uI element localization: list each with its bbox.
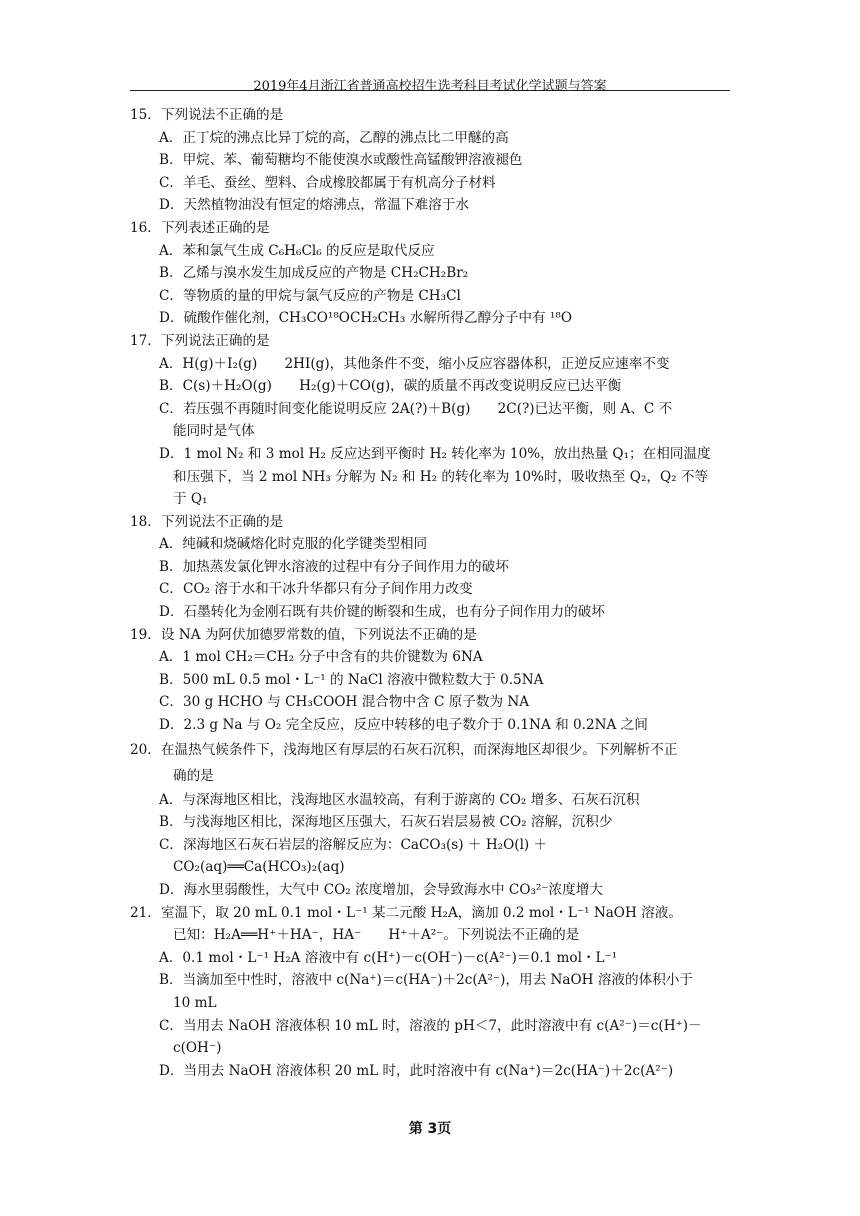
question-option: C．当用去 NaOH 溶液体积 10 mL 时，溶液的 pH＜7，此时溶液中有 c(A²⁻)＝c(H⁺)－ bbox=[159, 1017, 702, 1034]
question-option: D．石墨转化为金刚石既有共价键的断裂和生成，也有分子间作用力的破坏 bbox=[159, 604, 605, 621]
question-option: D．海水里弱酸性，大气中 CO₂ 浓度增加，会导致海水中 CO₃²⁻浓度增大 bbox=[159, 882, 603, 898]
question-option: D．1 mol N₂ 和 3 mol H₂ 反应达到平衡时 H₂ 转化率为 10%，放出热量 Q₁；在相同温度 bbox=[159, 445, 711, 462]
question-option: A．1 mol CH₂＝CH₂ 分子中含有的共价键数为 6NA bbox=[159, 649, 483, 666]
page-number: 第 3页 bbox=[408, 1121, 452, 1137]
question-option: D．当用去 NaOH 溶液体积 20 mL 时，此时溶液中有 c(Na⁺)＝2c(HA⁻)＋2c(A²⁻) bbox=[159, 1062, 674, 1079]
question-stem: 16．下列表述正确的是 bbox=[130, 219, 270, 236]
question-stem: 20．在温热气候条件下，浅海地区有厚层的石灰石沉积，而深海地区却很少。下列解析不正 bbox=[130, 741, 678, 758]
page-header bbox=[130, 50, 730, 94]
option-continuation: 确的是 bbox=[173, 767, 214, 784]
question-option: C．CO₂ 溶于水和干冰升华都只有分子间作用力改变 bbox=[159, 581, 473, 598]
option-continuation: 和压强下，当 2 mol NH₃ 分解为 N₂ 和 H₂ 的转化率为 10%时，吸收热至 Q₂，Q₂ 不等 bbox=[173, 468, 709, 485]
question-stem: 19．设 NA 为阿伏加德罗常数的值，下列说法不正确的是 bbox=[130, 626, 477, 643]
question-option: D．硫酸作催化剂，CH₃CO¹⁸OCH₂CH₃ 水解所得乙醇分子中有 ¹⁸O bbox=[159, 310, 572, 327]
question-option: A．0.1 mol・L⁻¹ H₂A 溶液中有 c(H⁺)－c(OH⁻)－c(A²⁻)＝0.1 mol・L⁻¹ bbox=[159, 949, 618, 966]
question-option: A．苯和氯气生成 C₆H₆Cl₆ 的反应是取代反应 bbox=[159, 242, 435, 259]
question-option: B．500 mL 0.5 mol・L⁻¹ 的 NaCl 溶液中微粒数大于 0.5NA bbox=[159, 671, 544, 688]
question-option: B．乙烯与溴水发生加成反应的产物是 CH₂CH₂Br₂ bbox=[159, 265, 469, 282]
question-option: C．羊毛、蚕丝、塑料、合成橡胶都属于有机高分子材料 bbox=[159, 174, 496, 191]
option-continuation: 能同时是气体 bbox=[173, 423, 255, 440]
question-option: D．2.3 g Na 与 O₂ 完全反应，反应中转移的电子数介于 0.1NA 和 0.2NA 之间 bbox=[159, 717, 648, 734]
question-option: A．与深海地区相比，浅海地区水温较高，有利于游离的 CO₂ 增多、石灰石沉积 bbox=[159, 791, 640, 808]
option-continuation: CO₂(aq)══Ca(HCO₃)₂(aq) bbox=[173, 859, 345, 876]
question-option: B．C(s)＋H₂O(g) H₂(g)＋CO(g)，碳的质量不再改变说明反应已达平衡 bbox=[159, 378, 622, 395]
question-option: B．与浅海地区相比，深海地区压强大，石灰石岩层易被 CO₂ 溶解，沉积少 bbox=[159, 814, 613, 831]
question-option: C．等物质的量的甲烷与氯气反应的产物是 CH₃Cl bbox=[159, 287, 461, 304]
question-stem: 18．下列说法不正确的是 bbox=[130, 513, 284, 530]
option-continuation: 10 mL bbox=[173, 994, 217, 1011]
question-option: C．30 g HCHO 与 CH₃COOH 混合物中含 C 原子数为 NA bbox=[159, 694, 530, 711]
header-title: 2019年4月浙江省普通高校招生选考科目考试化学试题与答案 bbox=[253, 79, 607, 94]
question-option: C．若压强不再随时间变化能说明反应 2A(?)＋B(g) 2C(?)已达平衡，则 A、C 不 bbox=[159, 400, 673, 417]
question-stem: 17．下列说法正确的是 bbox=[130, 332, 270, 349]
question-option: B．当滴加至中性时，溶液中 c(Na⁺)＝c(HA⁻)＋2c(A²⁻)，用去 NaOH 溶液的体积小于 bbox=[159, 972, 693, 989]
question-option: C．深海地区石灰石岩层的溶解反应为：CaCO₃(s) ＋ H₂O(l) ＋ bbox=[159, 836, 548, 853]
question-option: D．天然植物油没有恒定的熔沸点，常温下难溶于水 bbox=[159, 197, 469, 214]
question-stem: 15．下列说法不正确的是 bbox=[130, 107, 284, 123]
question-option: B．加热蒸发氯化钾水溶液的过程中有分子间作用力的破坏 bbox=[159, 558, 509, 575]
option-continuation: 于 Q₁ bbox=[173, 491, 208, 508]
question-option: B．甲烷、苯、葡萄糖均不能使溴水或酸性高锰酸钾溶液褪色 bbox=[159, 152, 523, 169]
question-option: A．正丁烷的沸点比异丁烷的高，乙醇的沸点比二甲醚的高 bbox=[159, 129, 509, 146]
question-content bbox=[130, 104, 730, 1082]
question-option: A．H(g)＋I₂(g) 2HI(g)，其他条件不变，缩小反应容器体积，正逆反应速率不变 bbox=[159, 355, 670, 372]
option-continuation: 已知：H₂A══H⁺＋HA⁻，HA⁻ H⁺＋A²⁻。下列说法不正确的是 bbox=[173, 927, 580, 944]
question-stem: 21．室温下，取 20 mL 0.1 mol・L⁻¹ 某二元酸 H₂A，滴加 0.2 mol・L⁻¹ NaOH 溶液。 bbox=[130, 904, 682, 921]
question-option: A．纯碱和烧碱熔化时克服的化学键类型相同 bbox=[159, 536, 428, 553]
option-continuation: c(OH⁻) bbox=[173, 1040, 222, 1057]
